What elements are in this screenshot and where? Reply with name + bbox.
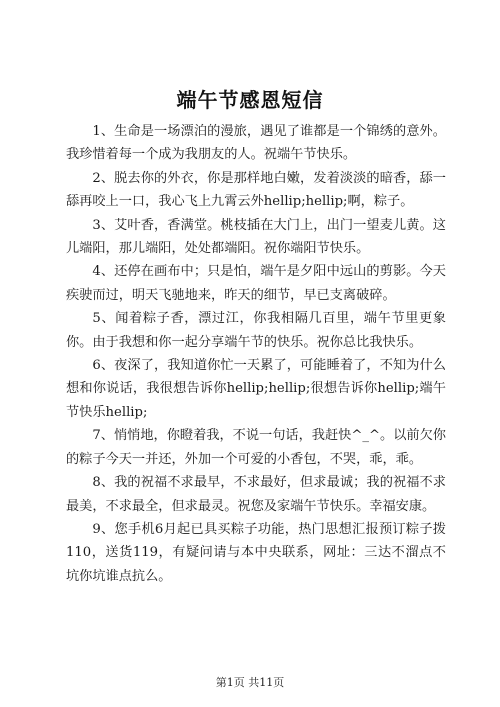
document-body: [66, 120, 446, 588]
paragraph-2: 2、脱去你的外衣，你是那样地白嫩，发着淡淡的暗香，舔一舔再咬上一口，我心飞上九霄云外hellip;hellip;啊，粽子。: [66, 170, 446, 210]
paragraph-9: 9、您手机6月起已具买粽子功能，热门思想汇报预订粽子拨110，送货119，有疑问请与本中央联系，网址：三达不溜点不坑你坑谁点抗么。: [66, 521, 446, 584]
page-number-footer: 第1页 共11页: [215, 676, 285, 689]
paragraph-4: 4、还停在画布中；只是怕，端午是夕阳中远山的剪影。今天疾驶而过，明天飞驰地来，昨天的细节，早已支离破碎。: [66, 264, 446, 303]
paragraph-3: 3、艾叶香，香满堂。桃枝插在大门上，出门一望麦儿黄。这儿端阳，那儿端阳，处处都端阳。祝你端阳节快乐。: [66, 217, 446, 257]
document-title: 端午节感恩短信: [176, 88, 324, 112]
paragraph-1: 1、生命是一场漂泊的漫旅，遇见了谁都是一个锦绣的意外。我珍惜着每一个成为我朋友的人。祝端午节快乐。: [66, 124, 446, 163]
paragraph-5: 5、闻着粽子香，漂过江，你我相隔几百里，端午节里更象你。由于我想和你一起分享端午节的快乐。祝你总比我快乐。: [66, 311, 446, 350]
paragraph-6: 6、夜深了，我知道你忙一天累了，可能睡着了，不知为什么想和你说话，我很想告诉你hellip;hellip;很想告诉你hellip;端午节快乐hellip;: [66, 358, 446, 420]
paragraph-7: 7、悄悄地，你瞪着我，不说一句话，我赶快^_^。以前欠你的粽子今天一并还，外加一个可爱的小香包，不哭，乖，乖。: [66, 428, 446, 467]
paragraph-8: 8、我的祝福不求最早，不求最好，但求最诚；我的祝福不求最美，不求最全，但求最灵。祝您及家端午节快乐。幸福安康。: [66, 475, 446, 514]
